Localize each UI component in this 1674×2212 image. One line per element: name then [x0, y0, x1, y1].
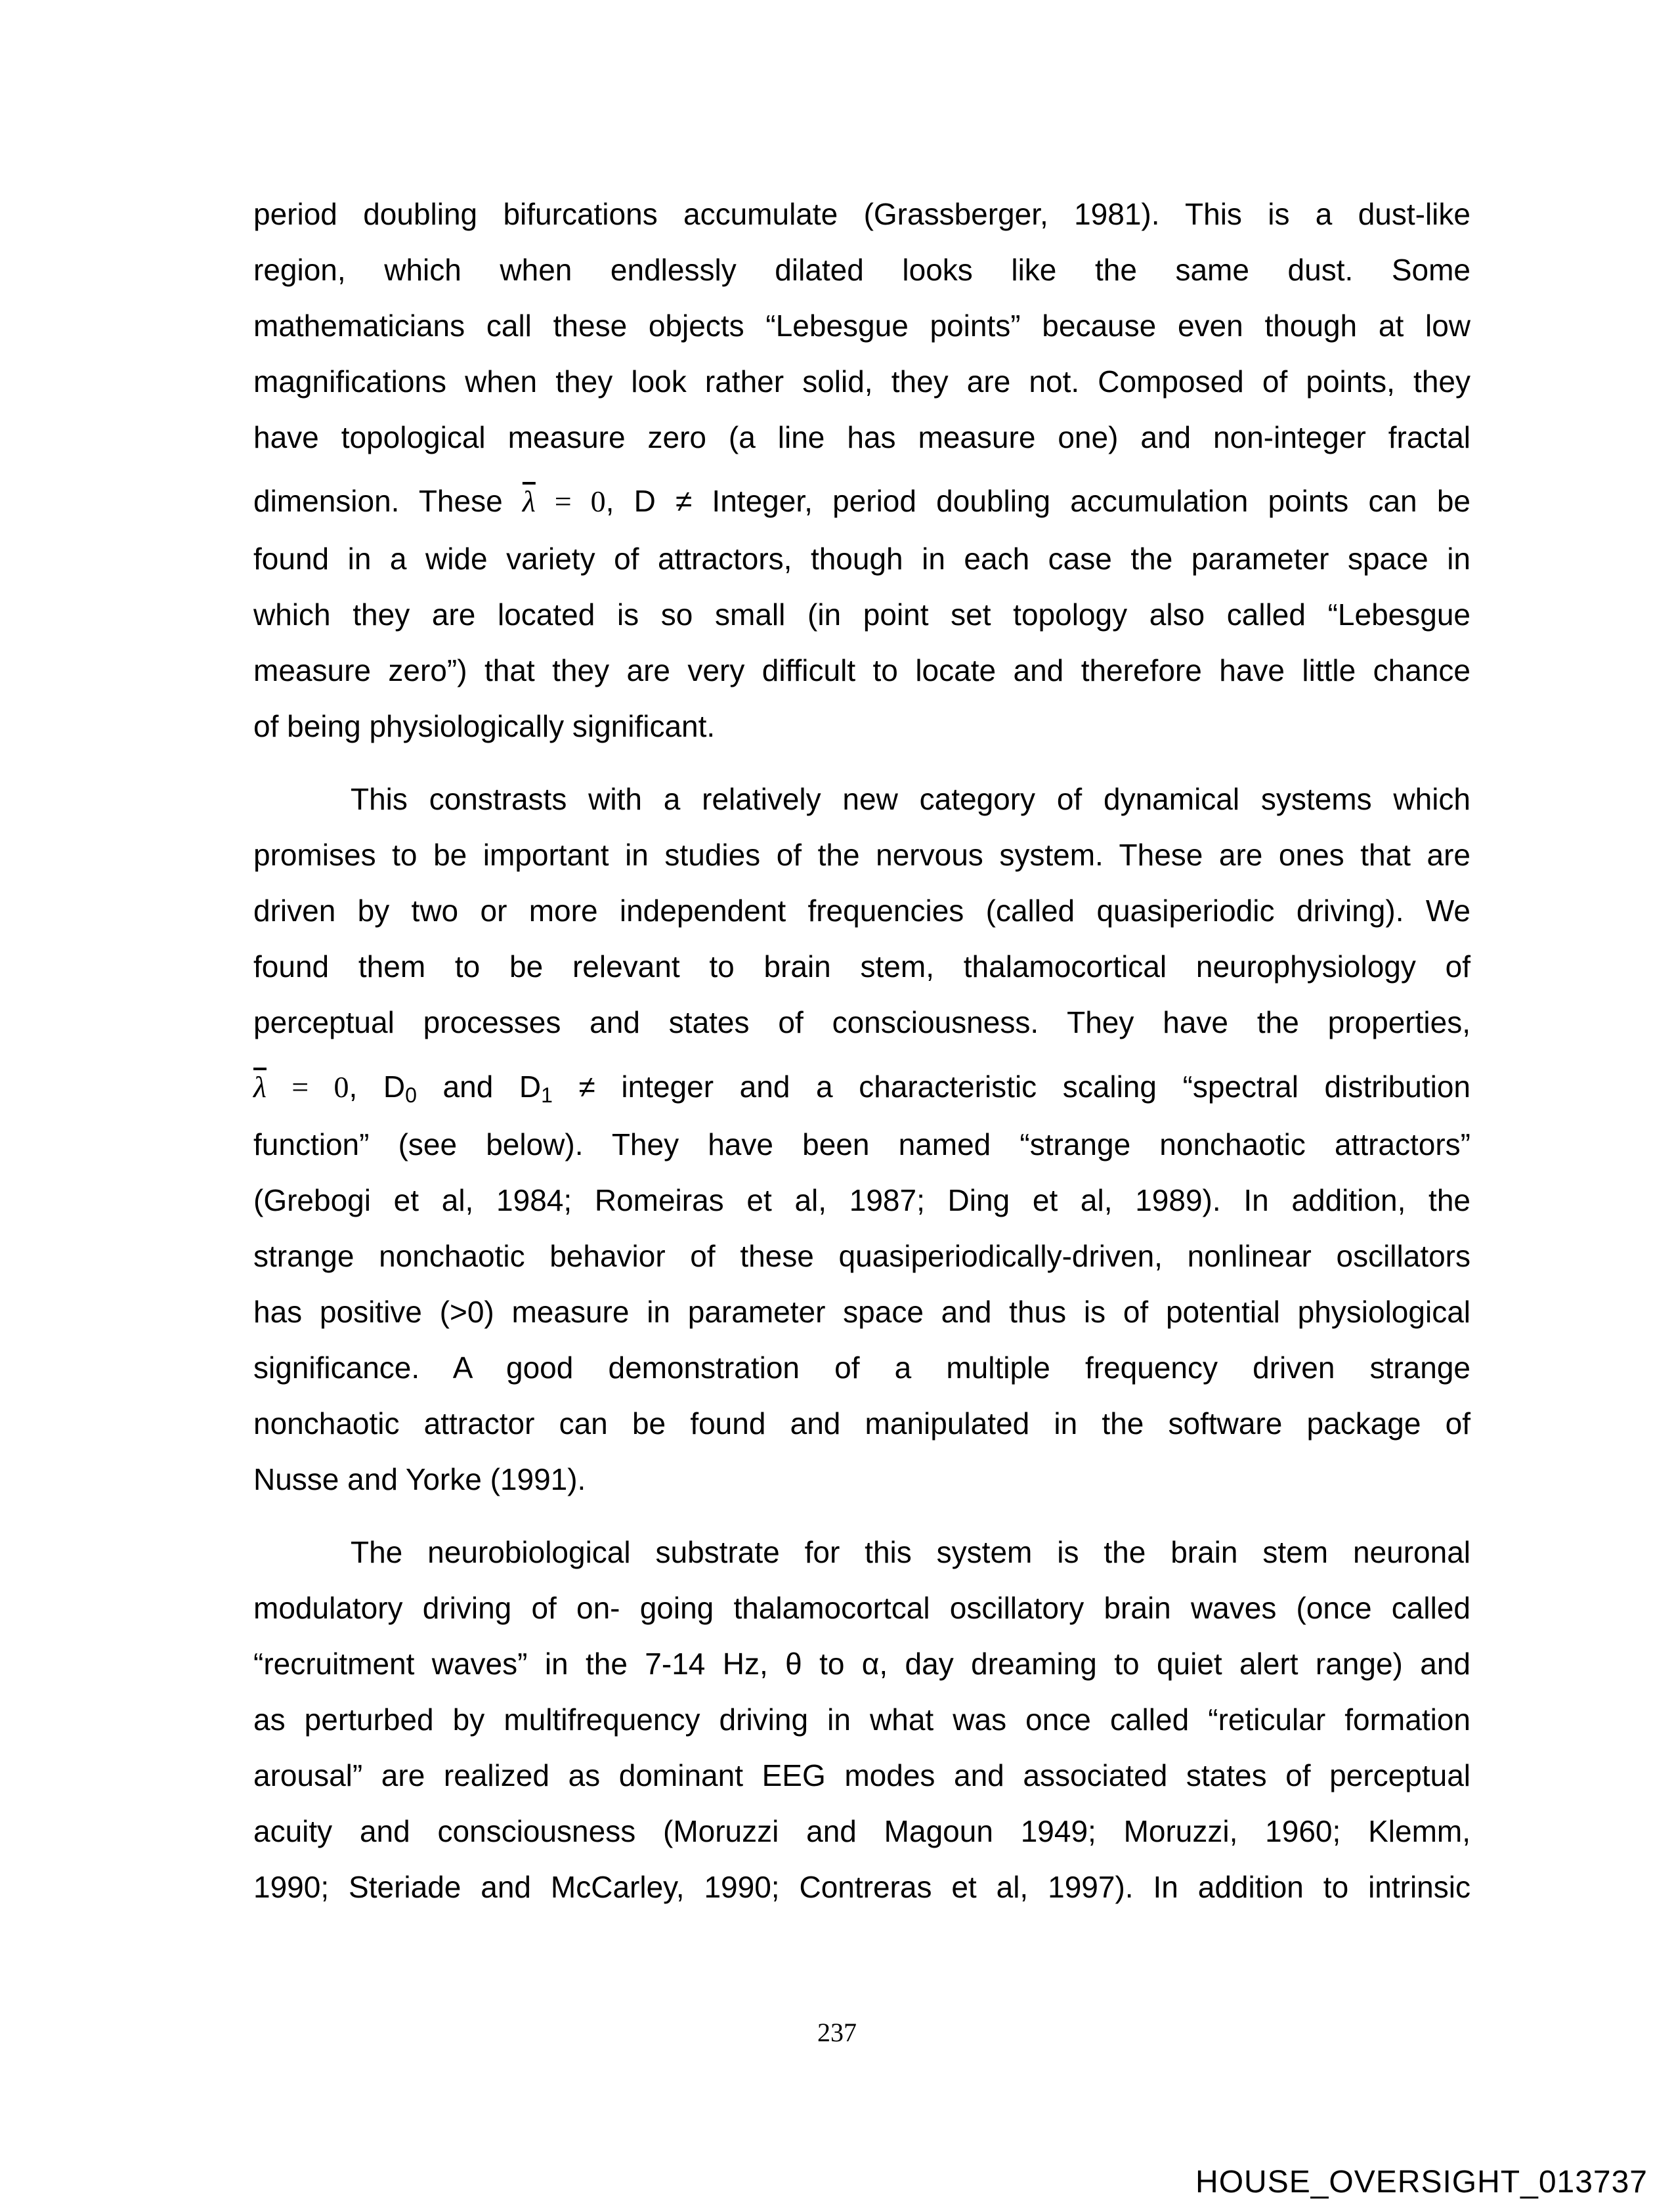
text-line: arousal” are realized as dominant EEG modes and associated states of perceptual — [253, 1758, 1470, 1792]
text-line: “recruitment waves” in the 7-14 Hz, θ to α, day dreaming to quiet alert range) and — [253, 1647, 1470, 1681]
text-line: measure zero”) that they are very difficult to locate and therefore have little chance — [253, 653, 1470, 687]
text-line: nonchaotic attractor can be found and manipulated in the software package of — [253, 1406, 1470, 1441]
text-line: which they are located is so small (in point set topology also called “Lebesgue — [253, 597, 1470, 632]
text-line: The neurobiological substrate for this system is the brain stem neuronal — [351, 1535, 1470, 1569]
text-line: strange nonchaotic behavior of these quasiperiodically-driven, nonlinear oscillators — [253, 1239, 1470, 1273]
text-line: have topological measure zero (a line has measure one) and non-integer fractal — [253, 420, 1470, 454]
text-line: magnifications when they look rather solid, they are not. Composed of points, they — [253, 364, 1470, 399]
text-line: period doubling bifurcations accumulate (Grassberger, 1981). This is a dust-like — [253, 197, 1470, 231]
text-line: region, which when endlessly dilated looks like the same dust. Some — [253, 253, 1470, 287]
text-line: mathematicians call these objects “Lebesgue points” because even though at low — [253, 309, 1470, 343]
text-line: modulatory driving of on- going thalamocortcal oscillatory brain waves (once called — [253, 1591, 1470, 1625]
text-fragment: and D — [416, 1070, 542, 1104]
text-fragment: , D ≠ Integer, period doubling accumulation points can be — [605, 484, 1470, 518]
text-fragment: ≠ integer and a characteristic scaling “spectral distribution — [552, 1070, 1471, 1104]
text-line-with-math — [253, 481, 1470, 521]
text-line: promises to be important in studies of the nervous system. These are ones that are — [253, 838, 1470, 872]
math-equals-zero: = 0 — [266, 1070, 349, 1104]
text-line: 1990; Steriade and McCarley, 1990; Contreras et al, 1997). In addition to intrinsic — [253, 1870, 1470, 1904]
text-line: perceptual processes and states of consciousness. They have the properties, — [253, 1005, 1470, 1039]
text-line: Nusse and Yorke (1991). — [253, 1462, 586, 1496]
lambda-bar-symbol: $\overline{\lambda}$ — [522, 485, 536, 518]
text-line-with-math — [253, 1067, 1470, 1107]
subscript-zero: 0 — [405, 1083, 417, 1107]
math-equals-zero: = 0 — [535, 485, 606, 518]
text-line: has positive (>0) measure in parameter space and thus is of potential physiological — [253, 1295, 1470, 1329]
text-line: (Grebogi et al, 1984; Romeiras et al, 1987; Ding et al, 1989). In addition, the — [253, 1183, 1470, 1217]
bates-number: HOUSE_OVERSIGHT_013737 — [1195, 2165, 1648, 2200]
text-line: function” (see below). They have been named “strange nonchaotic attractors” — [253, 1127, 1470, 1161]
text-fragment: dimension. These — [253, 484, 523, 518]
text-line: acuity and consciousness (Moruzzi and Magoun 1949; Moruzzi, 1960; Klemm, — [253, 1814, 1470, 1848]
text-fragment: , D — [349, 1070, 406, 1104]
text-line: This constrasts with a relatively new category of dynamical systems which — [351, 782, 1470, 816]
text-line: driven by two or more independent frequencies (called quasiperiodic driving). We — [253, 894, 1470, 928]
text-line: found them to be relevant to brain stem, thalamocortical neurophysiology of — [253, 949, 1470, 984]
text-line: of being physiologically significant. — [253, 709, 716, 743]
page-number: 237 — [817, 2018, 857, 2047]
text-line: significance. A good demonstration of a multiple frequency driven strange — [253, 1351, 1470, 1385]
text-line: as perturbed by multifrequency driving in what was once called “reticular formation — [253, 1702, 1470, 1737]
subscript-one: 1 — [541, 1083, 553, 1107]
lambda-bar-symbol: $\overline{\lambda}$ — [253, 1070, 267, 1104]
text-line: found in a wide variety of attractors, though in each case the parameter space in — [253, 542, 1470, 576]
